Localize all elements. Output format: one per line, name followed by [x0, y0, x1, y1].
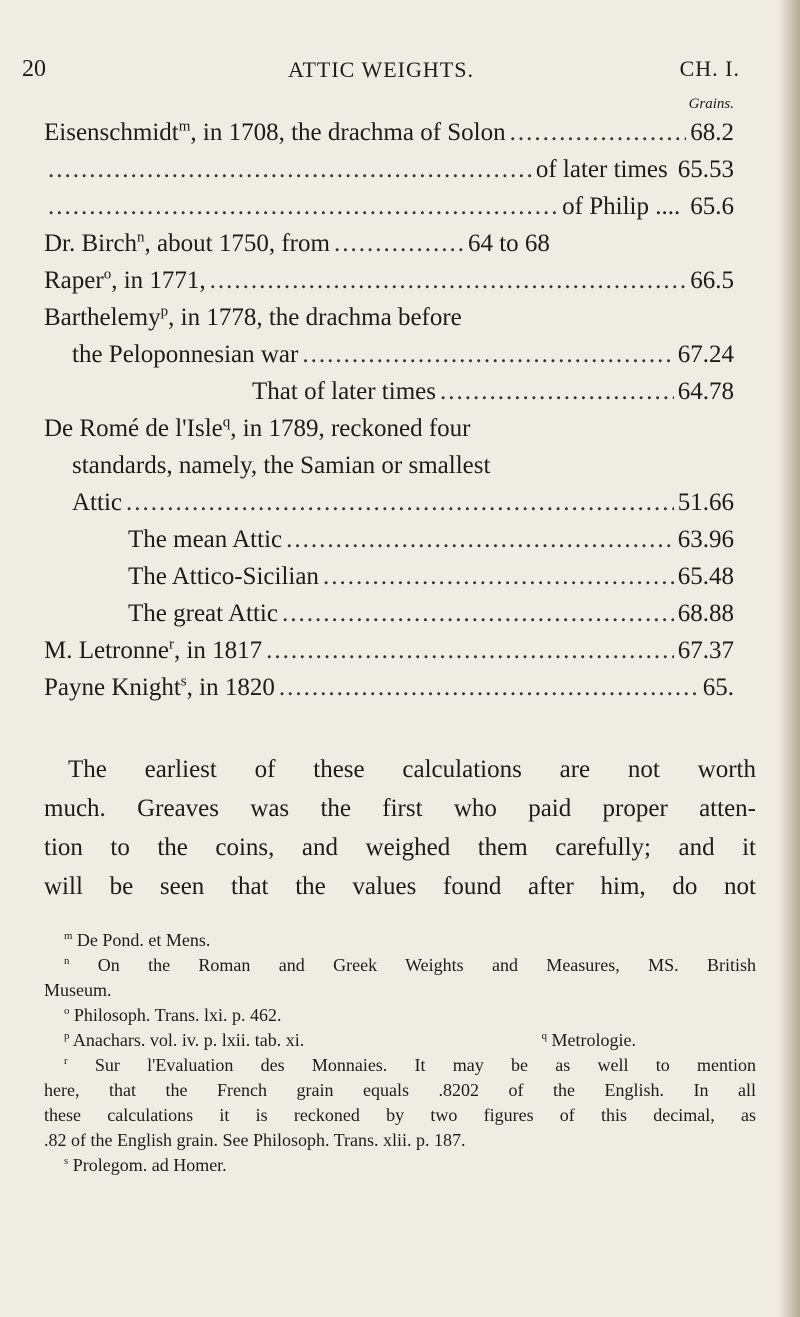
entry-label-rest: , in 1771, [111, 267, 206, 294]
paragraph-line: tion to the coins, and weighed them carefully; and it [44, 834, 756, 861]
entry-label: M. Letronne [44, 637, 169, 664]
footnote-mark: m [64, 930, 73, 942]
table-row [44, 669, 734, 706]
footnote-p [64, 1028, 304, 1053]
footnote-r [44, 1053, 756, 1078]
entry-label: Attic [72, 489, 122, 516]
entry-value: 64.78 [677, 378, 734, 405]
unit-label: Grains. [688, 96, 734, 112]
running-title: ATTIC WEIGHTS. [288, 57, 474, 82]
table-row [44, 336, 734, 373]
entry-label: The mean Attic [128, 526, 283, 553]
footnote-mark: m [178, 118, 191, 135]
table-row [44, 595, 734, 632]
entry-value: 65.53 [677, 156, 734, 183]
entry-label-rest: , about 1750, from [144, 230, 330, 257]
entry-label: De Romé de l'Isle [44, 415, 223, 442]
leader-dots [48, 188, 558, 225]
footnote-q [542, 1028, 636, 1053]
entry-value: 67.24 [677, 341, 734, 368]
footnote-mark: o [103, 266, 112, 283]
footnotes [44, 928, 756, 1178]
footnote-pair [44, 1028, 756, 1053]
table-row [44, 447, 734, 484]
paragraph-line: will be seen that the values found after him, do not [44, 873, 756, 900]
footnote-r-line: .82 of the English grain. See Philosoph. Trans. xlii. p. 187. [44, 1130, 466, 1150]
entry-label: of later times [535, 156, 668, 183]
entry-value: 65. [702, 674, 734, 701]
entry-label: Raper [44, 267, 104, 294]
paragraph-line: much. Greaves was the first who paid proper atten- [44, 795, 756, 822]
entry-value: 65.48 [677, 563, 734, 590]
leader-dots [510, 114, 687, 151]
entry-label-rest: , in 1789, reckoned four [230, 415, 471, 442]
table-row [44, 632, 734, 669]
footnote-mark: s [64, 1155, 69, 1167]
footnote-text: Sur l'Evaluation des Monnaies. It may be as well to mention [94, 1055, 756, 1075]
entry-label: Dr. Birch [44, 230, 138, 257]
table-row [44, 225, 734, 262]
entry-value: 51.66 [677, 489, 734, 516]
footnote-r-line: here, that the French grain equals .8202 of the English. In all [44, 1080, 756, 1100]
footnote-mark: q [541, 1030, 548, 1042]
table-row [44, 114, 734, 151]
entry-label: The great Attic [128, 600, 278, 627]
footnote-o [44, 1003, 756, 1028]
footnote-n-continued: Museum. [44, 980, 112, 1000]
footnote-r-line: these calculations it is reckoned by two figures of this decimal, as [44, 1105, 756, 1125]
leader-dots [48, 151, 532, 188]
entry-value: 68.88 [677, 600, 734, 627]
leader-dots [302, 336, 673, 373]
table-row [44, 410, 734, 447]
paragraph-line: The earliest of these calculations are not worth [68, 756, 756, 783]
table-row [44, 484, 734, 521]
entry-label: Barthelemy [44, 304, 161, 331]
table-row [44, 262, 734, 299]
footnote-s [44, 1153, 756, 1178]
table-row [44, 521, 734, 558]
table-row [44, 151, 734, 188]
footnote-mark: r [168, 636, 174, 653]
footnote-text: De Pond. et Mens. [76, 930, 211, 950]
entry-label: of Philip .... [562, 193, 681, 220]
leader-dots [334, 225, 464, 262]
leader-dots [126, 484, 674, 521]
leader-dots [323, 558, 674, 595]
footnote-mark: s [180, 673, 187, 690]
entry-label: That of later times [252, 378, 436, 405]
footnote-text: Anachars. vol. iv. p. lxii. tab. xi. [72, 1030, 305, 1050]
entry-label: Eisenschmidt [44, 119, 179, 146]
leader-dots [440, 373, 674, 410]
footnote-text: Prolegom. ad Homer. [72, 1155, 227, 1175]
footnote-text: Philosoph. Trans. lxi. p. 462. [73, 1005, 282, 1025]
leader-dots [210, 262, 687, 299]
footnote-mark: o [64, 1005, 70, 1017]
entry-value: 64 to 68 [467, 230, 550, 257]
footnote-mark: n [64, 955, 70, 967]
footnote-mark: q [222, 414, 231, 431]
footnote-mark: p [160, 303, 169, 320]
entry-value: 65.6 [690, 193, 734, 220]
chapter-label: CH. I. [679, 56, 740, 81]
table-row [44, 299, 734, 336]
weights-table [44, 114, 734, 706]
entry-value: 63.96 [677, 526, 734, 553]
page-number: 20 [22, 56, 46, 82]
footnote-mark: p [64, 1030, 70, 1042]
entry-label-rest: , in 1778, the drachma before [168, 304, 462, 331]
footnote-m [44, 928, 756, 953]
footnote-mark: n [137, 229, 145, 246]
entry-label: the Peloponnesian war [72, 341, 299, 368]
entry-value: 66.5 [690, 267, 734, 294]
entry-value: 68.2 [690, 119, 734, 146]
entry-label-rest: , in 1820 [186, 674, 275, 701]
footnote-text: On the Roman and Greek Weights and Measures, MS. British [97, 955, 756, 975]
leader-dots [279, 669, 699, 706]
entry-label: Payne Knight [44, 674, 181, 701]
table-row [44, 558, 734, 595]
leader-dots [266, 632, 674, 669]
entry-label: The Attico-Sicilian [128, 563, 319, 590]
entry-label-rest: , in 1817 [173, 637, 263, 664]
page-edge [778, 0, 800, 1317]
table-row [44, 188, 734, 225]
leader-dots [282, 595, 674, 632]
body-paragraph [44, 750, 756, 906]
table-row [44, 373, 734, 410]
footnote-mark: r [64, 1055, 68, 1067]
footnote-text: Metrologie. [551, 1030, 636, 1050]
entry-label-rest: , in 1708, the drachma of Solon [190, 119, 506, 146]
running-header [22, 56, 740, 88]
entry-label: standards, namely, the Samian or smallest [72, 452, 491, 479]
footnote-n [44, 953, 756, 978]
entry-value: 67.37 [677, 637, 734, 664]
leader-dots [286, 521, 674, 558]
